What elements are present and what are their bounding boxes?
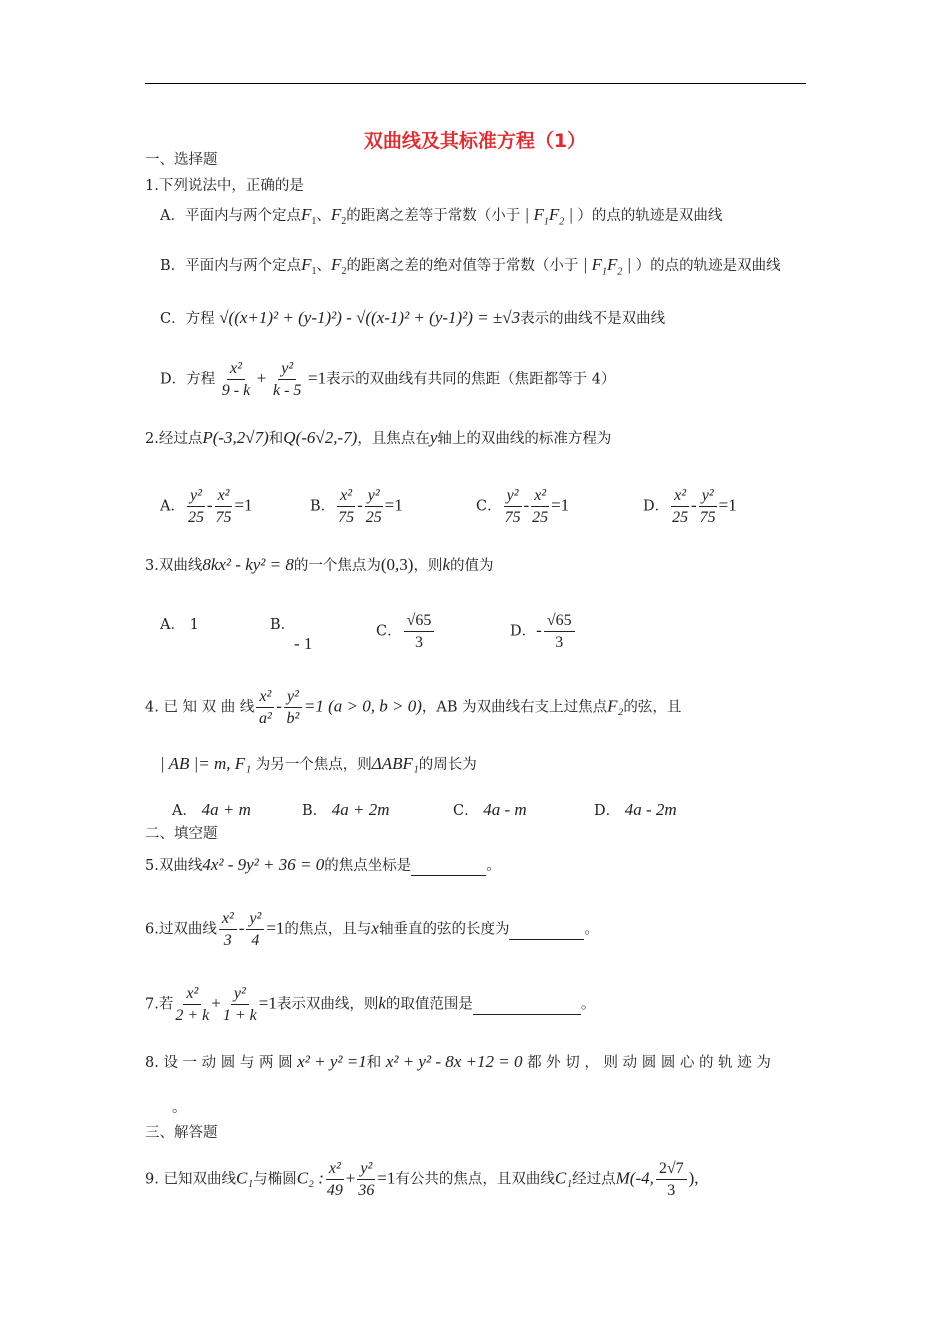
option-3a: A． 1 xyxy=(160,617,199,633)
option-2a: A． $\frac{\text{y²}}{25}$ - $\frac{\text{x²}}{75}$ =1 xyxy=(160,487,253,526)
question-1-stem: 1.下列说法中，正确的是 xyxy=(145,178,304,194)
option-1a: A．平面内与两个定点$F_1$、$F_2$的距离之差等于常数（小于 | $F_1F_2$ | ）的点的轨迹是双曲线 xyxy=(160,205,723,228)
option-3d: D．- $\frac{√65}{3}$ xyxy=(510,612,577,651)
section-heading: 二、填空题 xyxy=(145,826,218,842)
option-4c: C． 4a - m xyxy=(453,800,527,819)
header-rule xyxy=(145,83,806,84)
question-9: 9. 已知双曲线C₁与椭圆C₂ : $\frac{\text{x²}}{49}$ + $\frac{\text{y²}}{36}$ =1有公共的焦点，且双曲线C₁经过点M(-4, $\frac{2√7}{3}$ ), xyxy=(145,1160,699,1199)
section-heading: 一、选择题 xyxy=(145,152,218,168)
question-5: 5.双曲线4x² - 9y² + 36 = 0的焦点坐标是 。 xyxy=(145,855,501,876)
option-3c: C． $\frac{√65}{3}$ xyxy=(376,612,436,651)
option-4d: D． 4a - 2m xyxy=(594,800,677,819)
option-2c: C． $\frac{\text{y²}}{75}$ - $\frac{\text{x²}}{25}$ =1 xyxy=(476,487,570,526)
question-4-stem: 4. 已 知 双 曲 线 $\frac{\text{x²}}{\text{a²}}$ - $\frac{\text{y²}}{\text{b²}}$ =1 (a > 0, b > 0)，AB 为双曲线右支上过焦点F₂的弦，且 xyxy=(145,688,682,727)
question-8-end: 。 xyxy=(172,1100,187,1116)
question-2-stem: 2.经过点P(-3,2√7)和Q(-6√2,-7)，且焦点在y轴上的双曲线的标准方程为 xyxy=(145,428,612,447)
question-6: 6.过双曲线 $\frac{\text{x²}}{3}$ - $\frac{\text{y²}}{4}$ =1的焦点，且与x轴垂直的弦的长度为 。 xyxy=(145,910,599,949)
option-1b: B．平面内与两个定点$F_1$、$F_2$的距离之差的绝对值等于常数（小于 | $F_1F_2$ | ）的点的轨迹是双曲线 xyxy=(160,255,781,278)
option-1c: C．方程 √((x+1)² + (y-1)²) - √((x-1)² + (y-1)²) = ±√3表示的曲线不是双曲线 xyxy=(160,308,666,327)
option-3b: B． - 1 xyxy=(270,617,313,654)
option-1d: D．方程 $\frac{\text{x²}}{9 - k}$ + $\frac{\text{y²}}{k - 5}$ =1表示的双曲线有共同的焦距（焦距都等于 4） xyxy=(160,360,616,399)
question-7: 7.若 $\frac{\text{x²}}{2 + k}$ + $\frac{\text{y²}}{1 + k}$ =1表示双曲线，则k的取值范围是 。 xyxy=(145,985,596,1024)
question-8: 8. 设 一 动 圆 与 两 圆 x² + y² =1和 x² + y² - 8x +12 = 0 都 外 切 ， 则 动 圆 圆 心 的 轨 迹 为 xyxy=(145,1052,771,1071)
question-3-stem: 3.双曲线8kx² - ky² = 8的一个焦点为(0,3)，则k的值为 xyxy=(145,555,494,574)
question-4-line2: | AB |= m, F₁ 为另一个焦点，则ΔABF₁的周长为 xyxy=(160,754,477,773)
option-4b: B． 4a + 2m xyxy=(302,800,390,819)
page-title: 双曲线及其标准方程（1） xyxy=(363,130,587,152)
option-4a: A． 4a + m xyxy=(172,800,251,819)
option-2d: D． $\frac{\text{x²}}{25}$ - $\frac{\text{y²}}{75}$ =1 xyxy=(643,487,737,526)
option-2b: B． $\frac{\text{x²}}{75}$ - $\frac{\text{y²}}{25}$ =1 xyxy=(310,487,403,526)
section-heading: 三、解答题 xyxy=(145,1125,218,1141)
